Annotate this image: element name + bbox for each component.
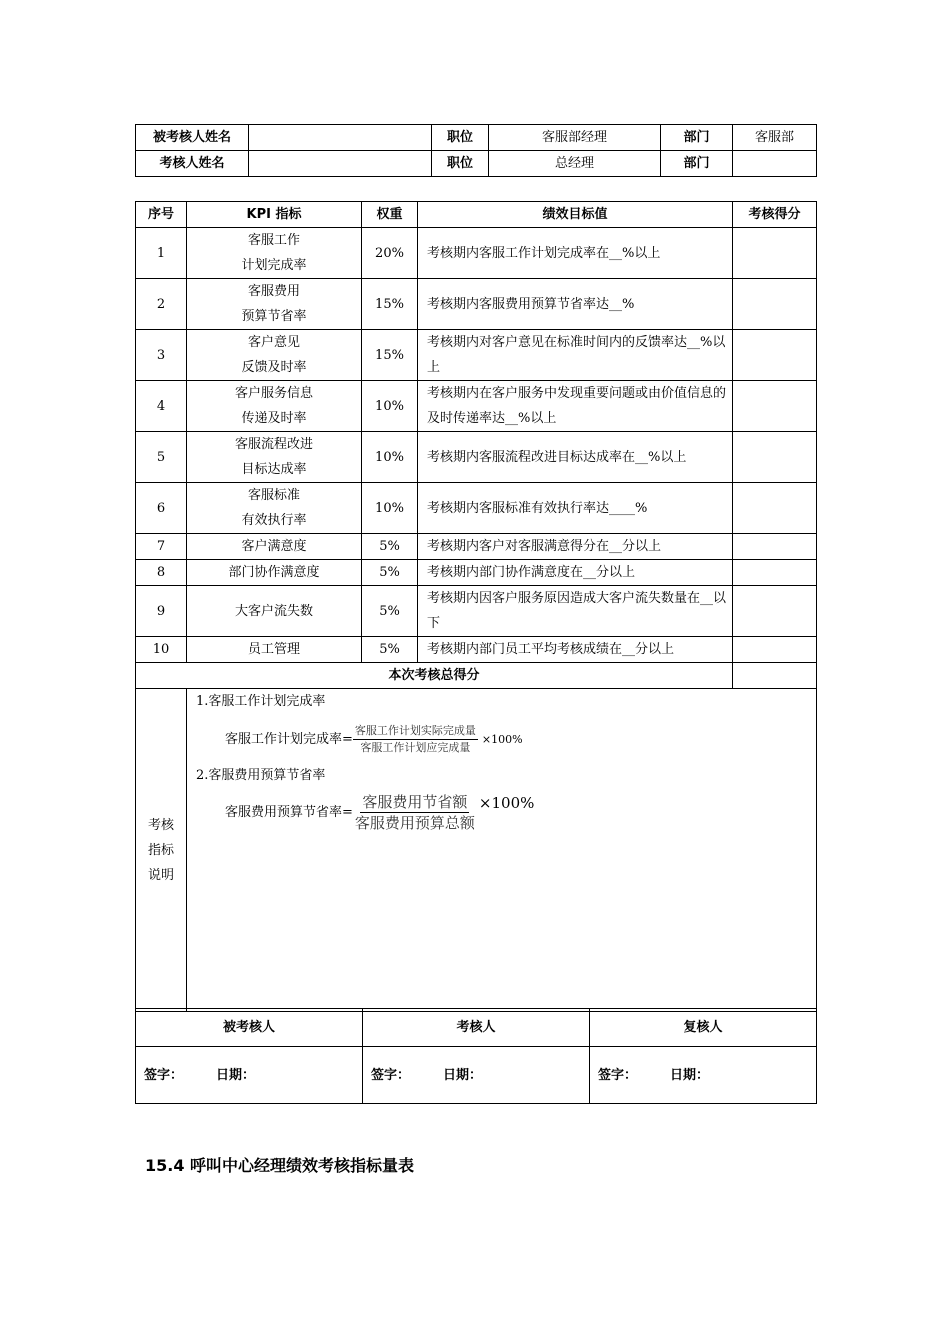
- formula1-multiplier: ×100%: [481, 733, 523, 746]
- header-target: 绩效目标值: [418, 202, 733, 228]
- date-label: 日期：: [670, 1067, 710, 1083]
- table-row: [136, 381, 817, 432]
- row-kpi: [187, 228, 362, 279]
- row-target: 考核期内因客户服务原因造成大客户流失数量在__以下: [418, 586, 733, 637]
- row-no: 5: [136, 432, 187, 483]
- side-line: 指标: [147, 842, 174, 858]
- row-target: 考核期内客户对客服满意得分在__分以上: [418, 534, 733, 560]
- formula2-fraction: [353, 792, 477, 833]
- row-kpi: [187, 432, 362, 483]
- table-row: [136, 637, 817, 663]
- sign-label: 签字：: [598, 1067, 638, 1083]
- row-weight: 5%: [362, 586, 418, 637]
- evaluator-position: 总经理: [489, 151, 661, 177]
- row-weight: 5%: [362, 637, 418, 663]
- header-reviewer: 复核人: [590, 1009, 817, 1047]
- row-score-field[interactable]: [733, 228, 817, 279]
- kpi-line: 客服流程改进: [234, 437, 313, 452]
- kpi-line: 客户意见: [247, 335, 300, 350]
- row-score-field[interactable]: [733, 381, 817, 432]
- signature-table: [135, 1008, 817, 1104]
- row-kpi: 大客户流失数: [187, 586, 362, 637]
- kpi-line: 反馈及时率: [241, 360, 307, 375]
- evaluator-sign-cell[interactable]: [363, 1047, 590, 1104]
- row-weight: 10%: [362, 381, 418, 432]
- row-no: 4: [136, 381, 187, 432]
- row-score-field[interactable]: [733, 586, 817, 637]
- sign-label: 签字：: [144, 1067, 184, 1083]
- row-target: 考核期内客服费用预算节省率达__%: [418, 279, 733, 330]
- formula2-multiplier: ×100%: [478, 794, 535, 812]
- explain-side-label: [136, 689, 187, 1012]
- label-position: 职位: [432, 125, 489, 151]
- side-line: 说明: [147, 867, 174, 883]
- row-weight: 10%: [362, 432, 418, 483]
- header-weight: 权重: [362, 202, 418, 228]
- header-evaluator: 考核人: [363, 1009, 590, 1047]
- row-no: 10: [136, 637, 187, 663]
- evaluator-name-field[interactable]: [249, 151, 432, 177]
- row-target: 考核期内客服标准有效执行率达____%: [418, 483, 733, 534]
- row-score-field[interactable]: [733, 432, 817, 483]
- table-row: [136, 483, 817, 534]
- formula1-denominator: 客服工作计划应完成量: [360, 741, 471, 754]
- formula2-numerator: 客服费用节省额: [362, 793, 468, 811]
- header-score: 考核得分: [733, 202, 817, 228]
- row-kpi: [187, 279, 362, 330]
- date-label: 日期：: [443, 1067, 483, 1083]
- row-target: 考核期内客服工作计划完成率在__%以上: [418, 228, 733, 279]
- table-row: [136, 279, 817, 330]
- section-heading: 15.4 呼叫中心经理绩效考核指标量表: [145, 1156, 415, 1175]
- table-row: [136, 432, 817, 483]
- table-row: [136, 228, 817, 279]
- row-target: 考核期内对客户意见在标准时间内的反馈率达__%以上: [418, 330, 733, 381]
- row-target: 考核期内部门员工平均考核成绩在__分以上: [418, 637, 733, 663]
- reviewer-sign-cell[interactable]: [590, 1047, 817, 1104]
- row-target: 考核期内在客户服务中发现重要问题或由价值信息的及时传递率达__%以上: [418, 381, 733, 432]
- row-weight: 15%: [362, 330, 418, 381]
- kpi-line: 有效执行率: [241, 513, 307, 528]
- formula2: [225, 792, 534, 833]
- row-score-field[interactable]: [733, 637, 817, 663]
- kpi-table: [135, 201, 817, 1012]
- label-evaluator-name: 考核人姓名: [136, 151, 249, 177]
- label-department: 部门: [661, 125, 733, 151]
- formula1-numerator: 客服工作计划实际完成量: [353, 723, 478, 740]
- formula2-lhs: 客服费用预算节省率=: [225, 805, 353, 820]
- row-score-field[interactable]: [733, 534, 817, 560]
- evaluatee-department: 客服部: [733, 125, 817, 151]
- row-kpi: 员工管理: [187, 637, 362, 663]
- evaluator-department-field[interactable]: [733, 151, 817, 177]
- label-department: 部门: [661, 151, 733, 177]
- kpi-line: 客服工作: [247, 233, 300, 248]
- row-kpi: [187, 381, 362, 432]
- kpi-line: 预算节省率: [241, 309, 307, 324]
- total-score-field[interactable]: [733, 663, 817, 689]
- table-row: [136, 330, 817, 381]
- label-position: 职位: [432, 151, 489, 177]
- info-table: [135, 124, 817, 177]
- row-kpi: 部门协作满意度: [187, 560, 362, 586]
- evaluatee-sign-cell[interactable]: [136, 1047, 363, 1104]
- row-score-field[interactable]: [733, 483, 817, 534]
- row-no: 3: [136, 330, 187, 381]
- formula1-title: 1.客服工作计划完成率: [196, 694, 326, 709]
- header-no: 序号: [136, 202, 187, 228]
- side-line: 考核: [147, 817, 174, 833]
- formula1-fraction: [353, 723, 478, 756]
- formula2-denominator: 客服费用预算总额: [354, 814, 475, 832]
- row-target: 考核期内客服流程改进目标达成率在__%以上: [418, 432, 733, 483]
- row-no: 1: [136, 228, 187, 279]
- formula1-lhs: 客服工作计划完成率=: [225, 732, 353, 747]
- row-no: 8: [136, 560, 187, 586]
- table-row: [136, 534, 817, 560]
- label-evaluatee-name: 被考核人姓名: [136, 125, 249, 151]
- row-kpi: [187, 330, 362, 381]
- row-kpi: 客户满意度: [187, 534, 362, 560]
- kpi-line: 客服标准: [247, 488, 300, 503]
- kpi-line: 客服费用: [247, 284, 300, 299]
- table-row: [136, 560, 817, 586]
- header-kpi: KPI 指标: [187, 202, 362, 228]
- row-score-field[interactable]: [733, 560, 817, 586]
- sign-label: 签字：: [371, 1067, 411, 1083]
- formula1: [225, 723, 523, 756]
- row-weight: 20%: [362, 228, 418, 279]
- kpi-line: 客户服务信息: [234, 386, 313, 401]
- row-target: 考核期内部门协作满意度在__分以上: [418, 560, 733, 586]
- total-score-label: 本次考核总得分: [136, 663, 733, 689]
- table-row: [136, 586, 817, 637]
- row-no: 7: [136, 534, 187, 560]
- row-weight: 5%: [362, 534, 418, 560]
- row-score-field[interactable]: [733, 279, 817, 330]
- row-no: 9: [136, 586, 187, 637]
- row-no: 2: [136, 279, 187, 330]
- header-evaluatee: 被考核人: [136, 1009, 363, 1047]
- kpi-line: 目标达成率: [241, 462, 307, 477]
- formula2-title: 2.客服费用预算节省率: [196, 768, 326, 783]
- row-no: 6: [136, 483, 187, 534]
- date-label: 日期：: [216, 1067, 256, 1083]
- row-kpi: [187, 483, 362, 534]
- evaluatee-position: 客服部经理: [489, 125, 661, 151]
- row-weight: 10%: [362, 483, 418, 534]
- row-weight: 5%: [362, 560, 418, 586]
- kpi-line: 传递及时率: [241, 411, 307, 426]
- kpi-line: 计划完成率: [241, 258, 307, 273]
- evaluatee-name-field[interactable]: [249, 125, 432, 151]
- explain-content: [187, 689, 817, 1012]
- row-score-field[interactable]: [733, 330, 817, 381]
- row-weight: 15%: [362, 279, 418, 330]
